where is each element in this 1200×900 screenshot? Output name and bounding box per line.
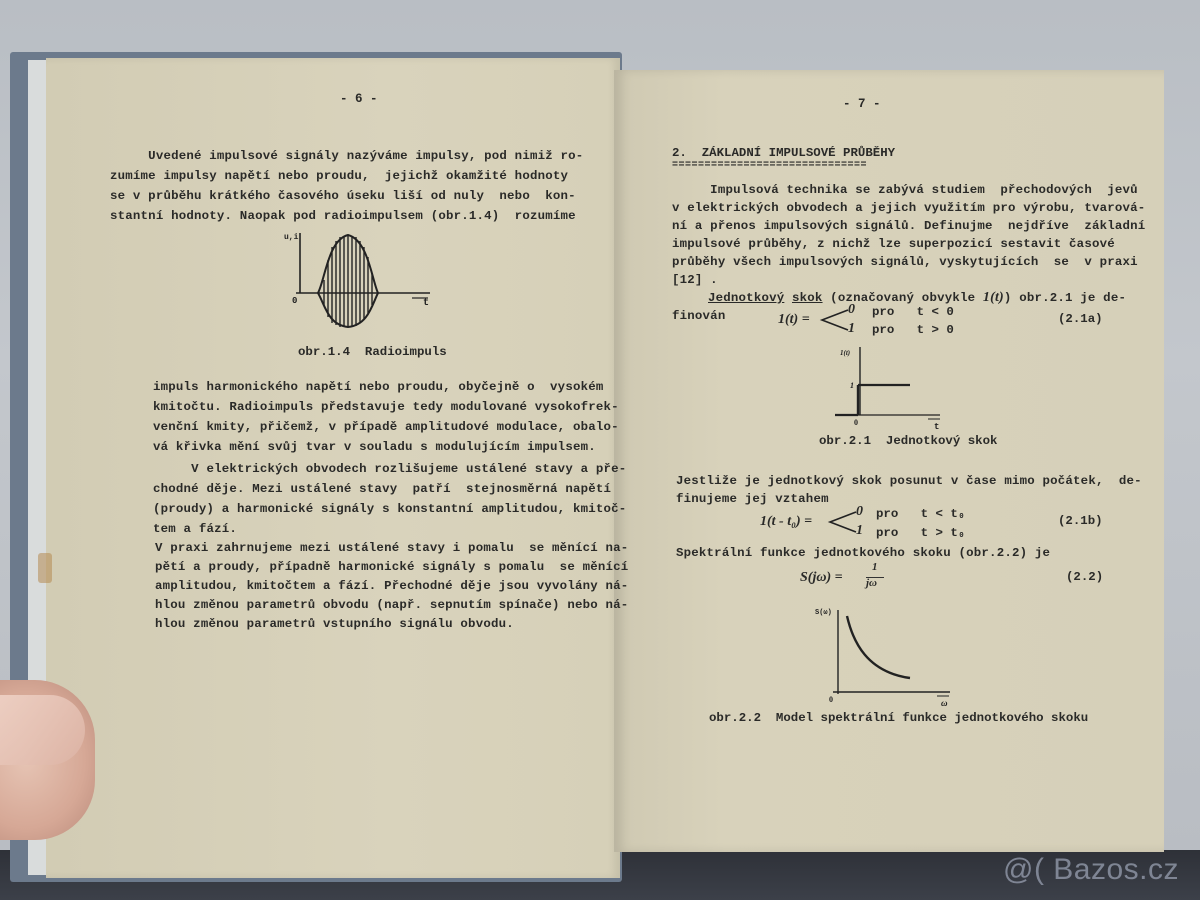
eq-case1-condition: pro t < 0	[872, 305, 954, 319]
eq-case1-value: 0	[848, 302, 855, 317]
eq-lhs: 1(t) =	[778, 312, 810, 327]
watermark: @( Bazos.cz	[1003, 853, 1179, 886]
text-line: finován	[672, 309, 726, 323]
unit-step-plot	[830, 345, 950, 435]
svg-text:t: t	[423, 298, 430, 309]
text-line: venční kmity, přičemž, v případě amplitudové modulace, obalo-	[153, 420, 619, 434]
text-line: kmitočtu. Radioimpuls představuje tedy modulované vysokofrek-	[153, 400, 619, 414]
eq-case1-value: 0	[856, 504, 863, 519]
thumbnail-nail	[0, 695, 85, 765]
text-line: stantní hodnoty. Naopak pod radioimpulsem (obr.1.4) rozumíme	[110, 209, 576, 223]
text-line: finujeme jej vztahem	[676, 492, 829, 506]
svg-text:1(t): 1(t)	[840, 349, 851, 357]
figure-caption: obr.2.2 Model spektrální funkce jednotkového skoku	[709, 711, 1089, 725]
equation-number: (2.1a)	[1058, 312, 1103, 326]
text-line: zumíme impulsy napětí nebo proudu, jejichž okamžité hodnoty	[110, 169, 569, 183]
eq-lhs: S(jω) =	[800, 570, 843, 585]
equation-number: (2.2)	[1066, 570, 1104, 584]
text-line: Jestliže je jednotkový skok posunut v čase mimo počátek, de-	[676, 474, 1142, 488]
eq-case2-condition: pro t > t₀	[876, 526, 966, 540]
svg-text:0: 0	[854, 418, 858, 427]
equation-number: (2.1b)	[1058, 514, 1103, 528]
text-line: V elektrických obvodech rozlišujeme ustálené stavy a pře-	[153, 462, 627, 476]
text-span: ) obr.2.1 je de-	[1003, 291, 1127, 305]
eq-case1-condition: pro t < t₀	[876, 507, 966, 521]
eq-lhs: 1(t - t₀) =	[760, 514, 813, 529]
brace-icon	[828, 510, 858, 534]
radioimpuls-plot	[280, 225, 460, 335]
spectral-plot	[815, 602, 955, 708]
text-line: impulsové průběhy, z nichž lze superpozicí sestavit časové	[672, 237, 1115, 251]
svg-text:1: 1	[850, 381, 854, 390]
text-line: hlou změnou parametrů vstupního signálu obvodu.	[155, 617, 514, 631]
eq-case2-value: 1	[848, 321, 855, 336]
text-line: chodné děje. Mezi ustálené stavy patří stejnosměrná napětí	[153, 482, 612, 496]
symbol-span: 1(t)	[982, 290, 1004, 305]
term-skok: skok	[792, 291, 823, 305]
brace-icon	[820, 308, 850, 332]
text-line: amplitudou, kmitočtem a fází. Přechodné děje jsou vyvolány ná-	[155, 579, 629, 593]
eq-denominator: jω	[866, 577, 878, 589]
text-span: (označovaný obvykle	[822, 291, 983, 305]
text-line: v elektrických obvodech a jejich využitím pro výrobu, tvarová-	[672, 201, 1146, 215]
term-jednotkovy: Jednotkový	[708, 291, 785, 305]
page-stain	[38, 553, 52, 583]
svg-text:u,i: u,i	[284, 233, 299, 242]
text-line: ní a přenos impulsových signálů. Definujme nejdříve základní	[672, 219, 1146, 233]
eq-numerator: 1	[872, 561, 878, 573]
page-number-left: - 6 -	[340, 92, 378, 106]
text-line: V praxi zahrnujeme mezi ustálené stavy i pomalu se měnící na-	[155, 541, 629, 555]
eq-case2-condition: pro t > 0	[872, 323, 954, 337]
text-line: impuls harmonického napětí nebo proudu, obyčejně o vysokém	[153, 380, 604, 394]
text-line: Spektrální funkce jednotkového skoku (obr.2.2) je	[676, 546, 1051, 560]
svg-text:S(ω): S(ω)	[815, 609, 832, 617]
svg-text:0: 0	[829, 695, 833, 704]
eq-case2-value: 1	[856, 523, 863, 538]
section-heading: 2. ZÁKLADNÍ IMPULSOVÉ PRŮBĚHY	[672, 146, 896, 160]
svg-text:ω: ω	[941, 698, 948, 708]
text-line: průběhy všech impulsových signálů, vyskytujících se v praxi	[672, 255, 1138, 269]
text-line: se v průběhu krátkého časového úseku liší od nuly nebo kon-	[110, 189, 576, 203]
figure-caption: obr.2.1 Jednotkový skok	[819, 434, 998, 448]
text-line: [12] .	[672, 273, 718, 287]
text-line: vá křivka mění svůj tvar v souladu s modulujícím impulsem.	[153, 440, 596, 454]
text-line: Uvedené impulsové signály nazýváme impulsy, pod nimiž ro-	[110, 149, 584, 163]
text-line: tem a fází.	[153, 522, 237, 536]
text-line: Impulsová technika se zabývá studiem přechodových jevů	[672, 183, 1138, 197]
figure-caption: obr.1.4 Radioimpuls	[298, 345, 447, 359]
svg-text:t: t	[934, 422, 940, 432]
page-number-right: - 7 -	[843, 97, 881, 111]
text-line: (proudy) a harmonické signály s konstantní amplitudou, kmitoč-	[153, 502, 627, 516]
text-line: hlou změnou parametrů obvodu (např. sepnutím spínače) nebo ná-	[155, 598, 629, 612]
text-line: pětí a proudy, případně harmonické signály s pomalu se měnící	[155, 560, 629, 574]
heading-rule: ==============================	[672, 160, 868, 171]
svg-text:0: 0	[292, 296, 298, 306]
